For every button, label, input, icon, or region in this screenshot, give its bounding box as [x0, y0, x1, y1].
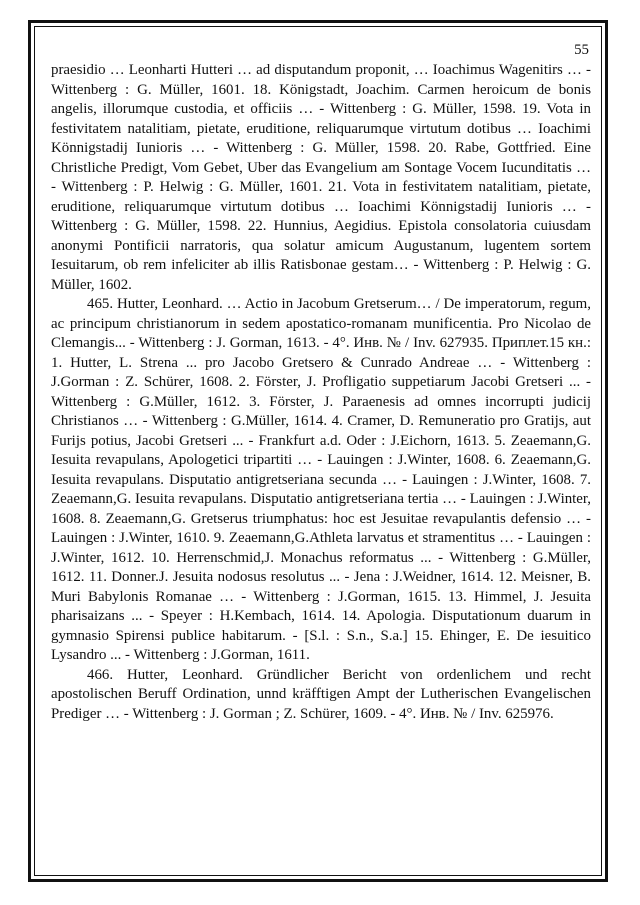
entry-continuation: praesidio … Leonharti Hutteri … ad disputandum proponit, … Ioachimus Wagenitirs … - Wittenberg : G. Müller, 1601. 18. Königstadt, Joachim. Carmen heroicum de bonis angelis, illorumque custodia, et officiis … - Wittenberg : G. Müller, 1598. 19. Vota in festivitatem natalitiam, pietate, eruditione, reliquarumque virtutum dotibus … Ioachimi Könnigstadij Iunioris … - Wittenberg : G. Müller, 1598. 20. Rabe, Gottfried. Eine Christliche Predigt, Vom Gebet, Uber das Evangelium am Sontage Vocem Iucunditatis … - Wittenberg : P. Helwig : G. Müller, 1601. 21. Vota in festivitatem natalitiam, pietate, eruditione, reliquarumque virtutum dotibus … Ioachimi Könnigstadij Iunioris … - Wittenberg : G. Müller, 1598. 22. Hunnius, Aegidius. Epistola consolatoria cuiusdam anonymi Pontificii narratoris, qua solatur amicum Augustanum, lugentem sortem Iesuitarum, ob rem infeliciter ab illis Ratisbonae gestam… - Wittenberg : P. Helwig : G. Müller, 1602.: [51, 62, 591, 293]
page-content: [51, 41, 591, 724]
page-frame: [28, 20, 608, 882]
entry-465: 465. Hutter, Leonhard. … Actio in Jacobum Gretserum… / De imperatorum, regum, ac principum christianorum in sedem apostatico-romanam munificentia. Pro Nicolao de Clemangis... - Wittenberg : J. Gorman, 1613. - 4°. Инв. № / Inv. 627935. Приплет.15 кн.: 1. Hutter, L. Strena ... pro Jacobo Gretsero & Cunrado Andreae … - Wittenberg : J.Gorman : Z. Schürer, 1608. 2. Förster, J. Profligatio suppetiarum Jacobi Gretseri ... - Wittenberg : G.Müller, 1612. 3. Förster, J. Paraenesis ad omnes incorrupti judicij Christianos … - Wittenberg : G.Müller, 1614. 4. Cramer, D. Remuneratio pro Gratijs, aut Furijs potius, Jacobi Gretseri ... - Frankfurt a.d. Oder : J.Eichorn, 1613. 5. Zeaemann,G. Iesuita revapulans, Apologetici tripartiti … - Lauingen : J.Winter, 1608. 6. Zeaemann,G. Iesuita revapulans. Disputatio antigretseriana secunda … - Lauingen : J.Winter, 1608. 7. Zeaemann,G. Iesuita revapulans. Disputatio antigretseriana tertia … - Lauingen : J.Winter, 1608. 8. Zeaemann,G. Gretserus triumphatus: hoc est Jesuitae revapulantis defensio … - Lauingen : J.Winter, 1610. 9. Zeaemann,G.Athleta larvatus et stramentitus … - Lauingen : J.Winter, 1612. 10. Herrenschmid,J. Monachus reformatus ... - Wittenberg : G.Müller, 1612. 11. Donner.J. Jesuita nodosus resolutus ... - Jena : J.Weidner, 1614. 12. Meisner, B. Muri Babylonis Romanae … - Wittenberg : J.Gorman, 1615. 13. Himmel, J. Jesuita pharisaizans ... - Speyer : H.Kembach, 1614. 14. Apologia. Disputationum duarum in gymnasio Spirensi publice habitarum. - [S.l. : S.n., S.a.] 15. Ehinger, E. De iesuitico Lysandro ... - Wittenberg : J.Gorman, 1611.: [51, 296, 591, 663]
page-number: 55: [574, 42, 589, 58]
entry-466: 466. Hutter, Leonhard. Gründlicher Bericht von ordenlichem und recht apostolischen Beruff Ordination, unnd kräfftigen Ampt der Lutherischen Evangelischen Prediger … - Wittenberg : J. Gorman ; Z. Schürer, 1609. - 4°. Инв. № / Inv. 625976.: [51, 666, 591, 722]
